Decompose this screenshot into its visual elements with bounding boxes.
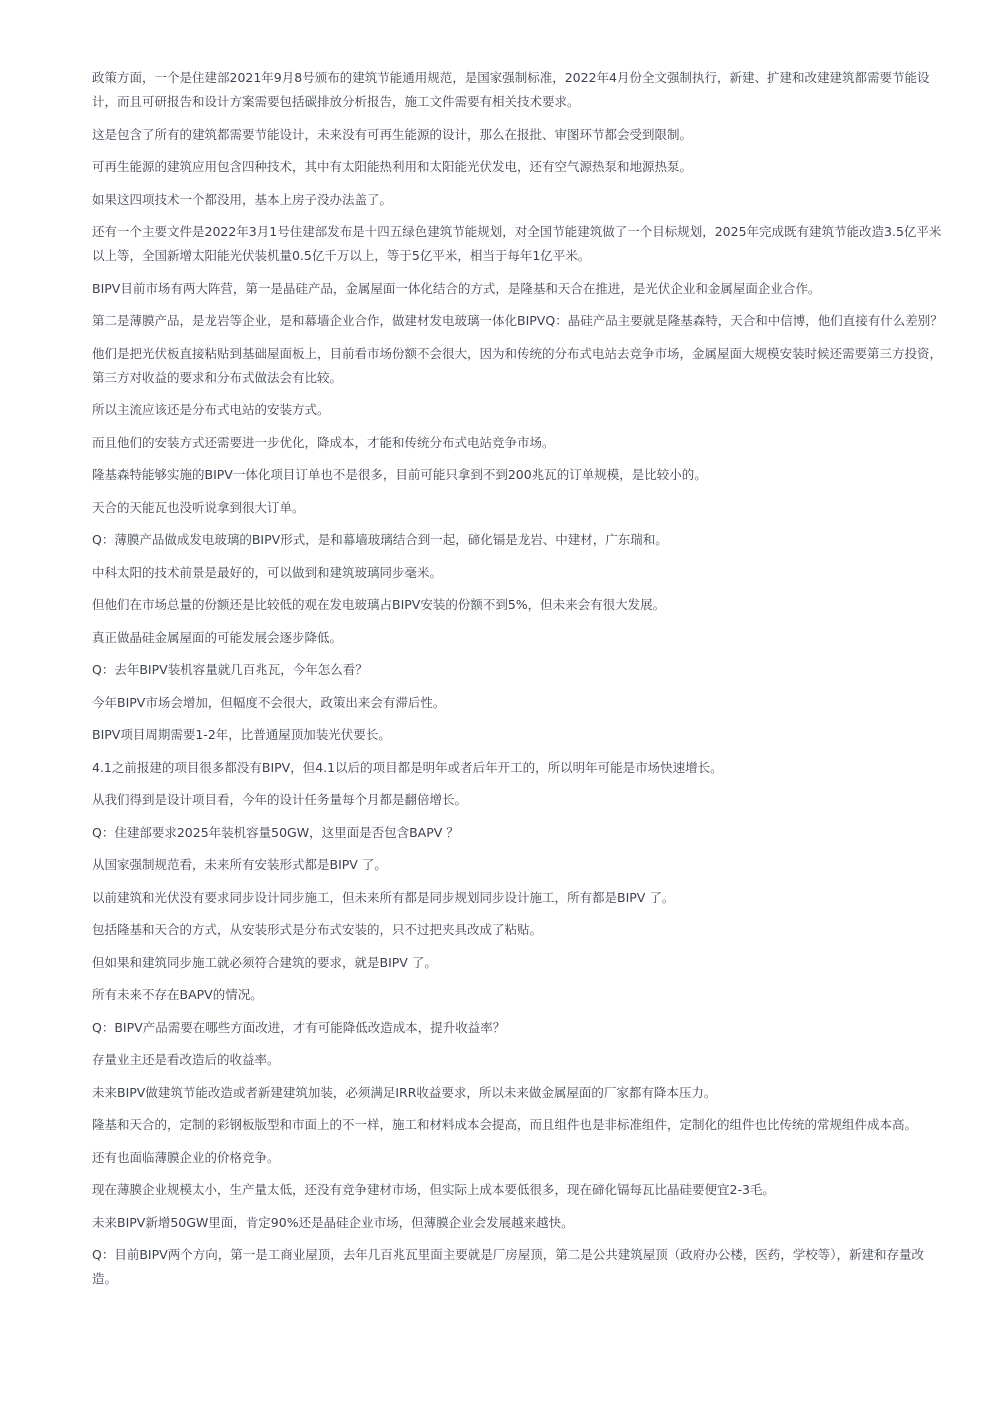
paragraph: BIPV项目周期需要1-2年，比普通屋顶加装光伏要长。 — [92, 727, 391, 742]
paragraph: 如果这四项技术一个都没用，基本上房子没办法盖了。 — [92, 191, 393, 207]
paragraph: 从我们得到是设计项目看，今年的设计任务量每个月都是翻倍增长。 — [92, 792, 468, 807]
paragraph: 所以主流应该还是分布式电站的安装方式。 — [92, 402, 330, 417]
paragraph: 未来BIPV做建筑节能改造或者新建建筑加装，必须满足IRR收益要求，所以未来做金属屋面的厂家都有降本压力。 — [92, 1084, 717, 1100]
paragraph: 4.1之前报建的项目很多都没有BIPV，但4.1以后的项目都是明年或者后年开工的，所以明年可能是市场快速增长。 — [92, 759, 723, 775]
paragraph: 中科太阳的技术前景是最好的，可以做到和建筑玻璃同步毫米。 — [92, 564, 443, 580]
paragraph: 未来BIPV新增50GW里面，肯定90%还是晶硅企业市场，但薄膜企业会发展越来越快。 — [92, 1214, 574, 1230]
paragraph: 他们是把光伏板直接粘贴到基础屋面板上，目前看市场份额不会很大，因为和传统的分布式电站去竞争市场，金属屋面大规模安装时候还需要第三方投资，第三方对收益的要求和分布式做法会有比较。 — [92, 345, 943, 385]
paragraph: Q：住建部要求2025年装机容量50GW，这里面是否包含BAPV ？ — [92, 824, 459, 840]
paragraph: 政策方面，一个是住建部2021年9月8号颁布的建筑节能通用规范，是国家强制标准，2022年4月份全文强制执行，新建、扩建和改建建筑都需要节能设计，而且可研报告和设计方案需要包括碳排放分析报告，施工文件需要有相关技术要求。 — [92, 70, 930, 109]
paragraph: 还有也面临薄膜企业的价格竞争。 — [92, 1149, 280, 1165]
paragraph: Q：BIPV产品需要在哪些方面改进，才有可能降低改造成本，提升收益率？ — [92, 1019, 506, 1035]
paragraph: 今年BIPV市场会增加，但幅度不会很大，政策出来会有滞后性。 — [92, 694, 446, 710]
paragraph: 隆基和天合的，定制的彩钢板版型和市面上的不一样，施工和材料成本会提高，而且组件也是非标准组件，定制化的组件也比传统的常规组件成本高。 — [92, 1117, 918, 1132]
paragraph: 现在薄膜企业规模太小，生产量太低，还没有竞争建材市场，但实际上成本要低很多，现在碲化镉每瓦比晶硅要便宜2-3毛。 — [92, 1182, 775, 1197]
paragraph: 真正做晶硅金属屋面的可能发展会逐步降低。 — [92, 629, 343, 645]
paragraph: Q：薄膜产品做成发电玻璃的BIPV形式，是和幕墙玻璃结合到一起，碲化镉是龙岩、中建材，广东瑞和。 — [92, 532, 668, 547]
paragraph: 所有未来不存在BAPV的情况。 — [92, 987, 263, 1002]
paragraph: 还有一个主要文件是2022年3月1号住建部发布是十四五绿色建筑节能规划，对全国节能建筑做了一个目标规划，2025年完成既有建筑节能改造3.5亿平米以上等，全国新增太阳能光伏装机量0.5亿千万以上，等于5亿平米，相当于每年1亿平米。 — [92, 224, 942, 263]
paragraph: 第二是薄膜产品，是龙岩等企业，是和幕墙企业合作，做建材发电玻璃一体化BIPVQ：晶硅产品主要就是隆基森特，天合和中信博，他们直接有什么差别？ — [92, 313, 943, 328]
paragraph: 包括隆基和天合的方式，从安装形式是分布式安装的，只不过把夹具改成了粘贴。 — [92, 922, 543, 937]
document-body — [92, 66, 944, 1300]
paragraph: 而且他们的安装方式还需要进一步优化，降成本，才能和传统分布式电站竞争市场。 — [92, 434, 555, 450]
paragraph: 这是包含了所有的建筑都需要节能设计，未来没有可再生能源的设计，那么在报批、审图环节都会受到限制。 — [92, 126, 693, 142]
paragraph: 从国家强制规范看，未来所有安装形式都是BIPV 了。 — [92, 857, 387, 872]
paragraph: 以前建筑和光伏没有要求同步设计同步施工，但未来所有都是同步规划同步设计施工，所有都是BIPV 了。 — [92, 889, 675, 905]
paragraph: 天合的天能瓦也没听说拿到很大订单。 — [92, 499, 305, 515]
paragraph: 但他们在市场总量的份额还是比较低的观在发电玻璃占BIPV安装的份额不到5%，但未来会有很大发展。 — [92, 597, 666, 612]
paragraph: 可再生能源的建筑应用包含四种技术，其中有太阳能热利用和太阳能光伏发电，还有空气源热泵和地源热泵。 — [92, 159, 693, 174]
paragraph: 存量业主还是看改造后的收益率。 — [92, 1052, 280, 1067]
paragraph: 但如果和建筑同步施工就必须符合建筑的要求，就是BIPV 了。 — [92, 954, 437, 970]
paragraph: BIPV目前市场有两大阵营，第一是晶硅产品，金属屋面一体化结合的方式，是隆基和天合在推进，是光伏企业和金属屋面企业合作。 — [92, 280, 821, 296]
paragraph: 隆基森特能够实施的BIPV一体化项目订单也不是很多，目前可能只拿到不到200兆瓦的订单规模，是比较小的。 — [92, 467, 707, 482]
paragraph: Q：去年BIPV装机容量就几百兆瓦，今年怎么看？ — [92, 662, 368, 677]
paragraph: Q：目前BIPV两个方向，第一是工商业屋顶，去年几百兆瓦里面主要就是厂房屋顶，第二是公共建筑屋顶（政府办公楼，医药，学校等），新建和存量改造。 — [92, 1247, 924, 1286]
